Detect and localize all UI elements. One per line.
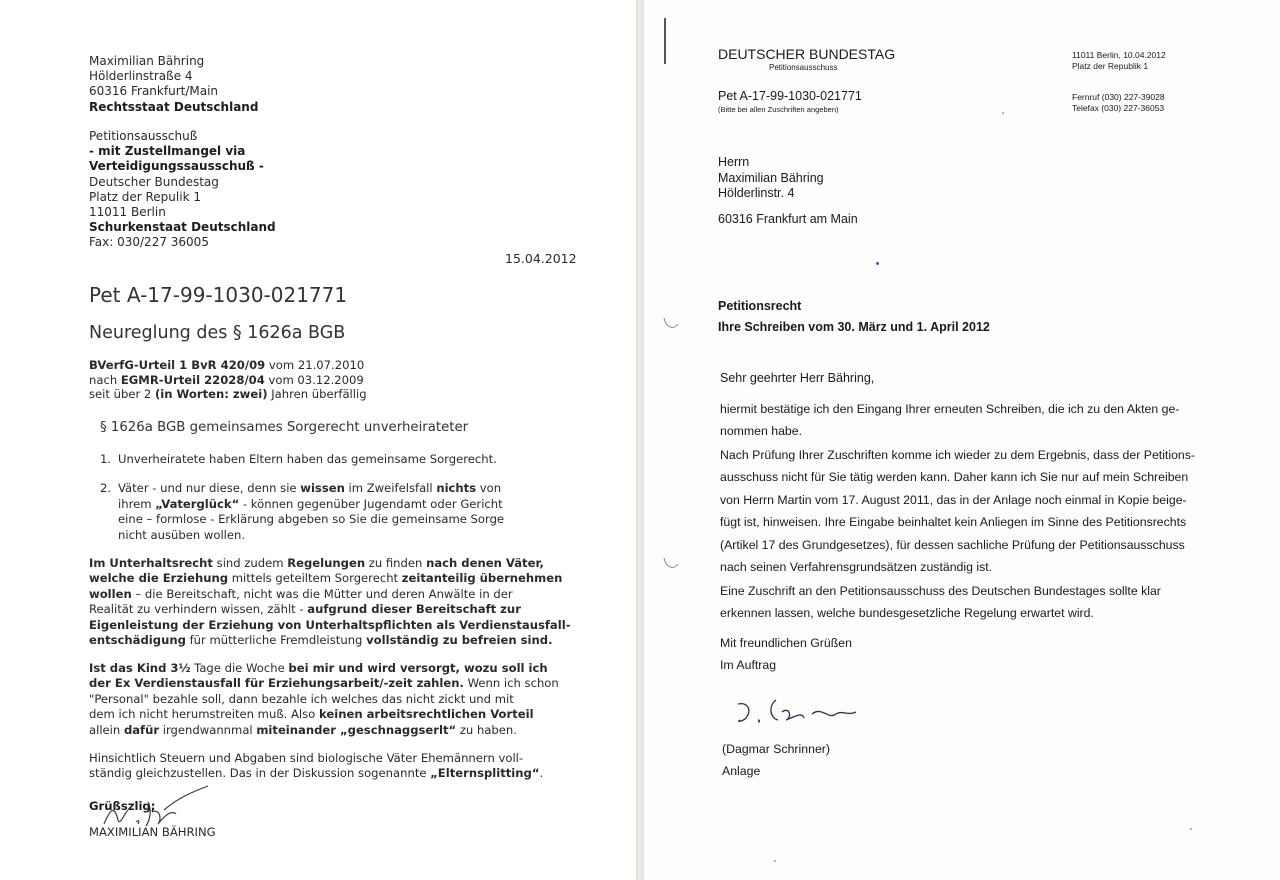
para-text: – die Bereitschaft, nicht was die Mütter und deren Anwälte in der <box>131 586 513 601</box>
recipient-line: - mit Zustellmangel via <box>89 144 246 159</box>
paragraph-steuern <box>89 751 543 782</box>
scan-artifact <box>1190 828 1192 830</box>
subject-heading: Neureglung des § 1626a BGB <box>89 323 346 343</box>
scan-page-gap <box>636 0 644 880</box>
body-line: fügt ist, hinweisen. Ihre Eingabe beinhaltet kein Anliegen im Sinne des Petitionsrechts <box>720 515 1187 530</box>
para-text: welche die Erziehung <box>89 571 229 586</box>
body-line: von Herrn Martin vom 17. August 2011, das in der Anlage noch einmal in Kopie beige- <box>720 492 1187 507</box>
section-title: § 1626a BGB gemeinsames Sorgerecht unverheirateter <box>100 420 469 435</box>
item-number: 2. <box>100 481 112 495</box>
body-line: erkennen lassen, welche bundesgesetzliche Regelung erwartet wird. <box>720 606 1094 620</box>
sender-city: 60316 Frankfurt/Main <box>89 84 219 99</box>
reference-note: (Bitte bei allen Zuschriften angeben) <box>718 105 839 114</box>
reference-number: Pet A-17-99-1030-021771 <box>718 89 862 103</box>
ruling-text: (in Worten: zwei) <box>154 387 268 402</box>
signer-block <box>722 738 830 782</box>
para-text: ständig gleichzustellen. Das in der Diskussion sogenannte <box>89 766 431 781</box>
body-line: nommen habe. <box>720 424 803 438</box>
para-text: Regelungen <box>287 556 366 570</box>
para-text: mittels geteiltem Sorgerecht <box>228 571 402 586</box>
ruling-ref: BVerfG-Urteil 1 BvR 420/09 <box>89 358 266 372</box>
para-text: Wenn ich schon <box>463 676 559 691</box>
ruling-date: vom 21.07.2010 <box>265 358 365 372</box>
item-1-text: Unverheiratete haben Eltern haben das gemeinsame Sorgerecht. <box>118 452 497 466</box>
ruling-text: nach <box>89 372 121 387</box>
body-line: hiermit bestätige ich den Eingang Ihrer erneuten Schreiben, die ich zu den Akten ge- <box>720 402 1180 416</box>
scan-artifact <box>876 262 879 265</box>
para-text: dem ich nicht herumstreiten muß. Also <box>89 707 319 722</box>
para-text: Tage die Woche <box>190 661 289 675</box>
body-line: nach seinen Verfahrensgrundsätzen zuständig ist. <box>720 560 993 575</box>
item-text: von <box>476 481 502 495</box>
item-text: „Vaterglück“ <box>155 496 240 511</box>
para-text: zu haben. <box>456 722 517 737</box>
para-text: Im Unterhaltsrecht <box>89 556 213 570</box>
para-text: irgendwannmal <box>159 722 257 737</box>
sender-state: Rechtsstaat Deutschland <box>89 99 259 114</box>
para-text: . <box>539 766 544 781</box>
sender-street: Hölderlinstraße 4 <box>89 69 193 84</box>
para-text: vollständig zu befreien sind. <box>366 633 553 648</box>
ruling-block <box>89 358 367 402</box>
org-department: Petitionsausschuss <box>769 63 838 72</box>
body-line: Nach Prüfung Ihrer Zuschriften komme ich wieder zu dem Ergebnis, dass der Petitions- <box>720 448 1196 462</box>
item-text: Väter - und nur diese, denn sie <box>118 481 301 495</box>
org-city-date: 11011 Berlin, 10.04.2012 <box>1072 50 1166 60</box>
para-text: Realität zu verhindern wissen, zählt - <box>89 602 308 617</box>
para-text: Eigenleistung der Erziehung von Unterhaltspflichten als Verdienstausfall- <box>89 617 571 632</box>
para-text: allein <box>89 722 124 737</box>
closing-block <box>720 632 852 676</box>
recipient-line: Verteidigungssausschuß - <box>89 159 264 174</box>
signer-name: (Dagmar Schrinner) <box>722 742 830 756</box>
item-text: wissen <box>300 481 345 495</box>
signature-name: MAXIMILIAN BÄHRING <box>89 825 216 839</box>
para-text: dafür <box>123 722 160 737</box>
handwritten-signature <box>732 692 872 732</box>
phone-number: Fernruf (030) 227-39028 <box>1072 92 1165 102</box>
petition-letter-page <box>0 0 636 880</box>
recipient-address <box>718 155 824 202</box>
para-text: für mütterliche Fremdleistung <box>185 633 367 648</box>
para-text: wollen <box>89 586 132 601</box>
para-text: miteinander „geschnaggserlt“ <box>256 722 457 737</box>
contact-numbers <box>1072 92 1165 114</box>
recipient-line: Hölderlinstr. 4 <box>718 186 795 200</box>
paragraph-unterhaltsrecht <box>89 556 571 648</box>
org-address <box>1072 50 1166 72</box>
recipient-line: Schurkenstaat Deutschland <box>89 220 276 235</box>
sender-address <box>89 54 258 115</box>
sender-name: Maximilian Bähring <box>89 54 205 68</box>
body-line: Eine Zuschrift an den Petitionsausschuss des Deutschen Bundestages sollte klar <box>720 584 1161 598</box>
item-2-text <box>118 481 504 543</box>
closing-on-behalf: Im Auftrag <box>720 658 777 672</box>
reference-heading: Pet A-17-99-1030-021771 <box>89 283 348 307</box>
enclosure-note: Anlage <box>722 764 761 778</box>
closing-greeting: Grüßszlig; <box>89 799 156 813</box>
recipient-city: 60316 Frankfurt am Main <box>718 212 858 226</box>
body-paragraph-3 <box>720 580 1161 624</box>
scan-artifact <box>774 860 776 862</box>
para-text: keinen arbeitsrechtlichen Vorteil <box>318 707 534 722</box>
item-text: nichts <box>436 481 477 495</box>
scan-artifact <box>1002 112 1004 114</box>
recipient-line: Petitionsausschuß <box>89 129 198 143</box>
body-paragraph-1 <box>720 398 1179 442</box>
org-name: DEUTSCHER BUNDESTAG <box>718 46 896 62</box>
para-text: aufgrund dieser Bereitschaft zur <box>307 602 521 617</box>
para-text: entschädigung <box>89 633 186 648</box>
item-text: - können gegenüber Jugendamt oder Gericht <box>239 496 503 511</box>
body-line: ausschuss nicht für Sie tätig werden kann. Daher kann ich Sie nur auf mein Schreiben <box>720 470 1189 485</box>
subject-line: Petitionsrecht <box>718 299 802 313</box>
item-text: im Zweifelsfall <box>344 481 437 495</box>
body-paragraph-2 <box>720 444 1195 578</box>
para-text: nach denen Väter, <box>426 556 544 570</box>
para-text: zeitanteilig übernehmen <box>401 571 563 586</box>
item-text: eine – formlose - Erklärung abgeben so Sie die gemeinsame Sorge <box>118 512 505 527</box>
punch-hole-mark <box>662 316 680 332</box>
para-text: der Ex Verdienstausfall für Erziehungsarbeit/-zeit zahlen. <box>89 676 464 691</box>
item-text: ihrem <box>118 496 156 511</box>
ruling-text: seit über 2 <box>89 387 155 402</box>
letter-date: 15.04.2012 <box>505 251 577 266</box>
handwritten-signature <box>100 780 220 830</box>
recipient-line: Deutscher Bundestag <box>89 174 219 189</box>
para-text: zu finden <box>365 556 427 570</box>
item-number: 1. <box>100 452 112 466</box>
punch-hole-mark <box>662 556 680 572</box>
recipient-fax: Fax: 030/227 36005 <box>89 235 209 250</box>
recipient-line: Platz der Repulik 1 <box>89 189 201 204</box>
body-line: (Artikel 17 des Grundgesetzes), für dessen sachliche Prüfung der Petitionsausschuss <box>720 537 1185 552</box>
para-text: Hinsichtlich Steuern und Abgaben sind biologische Väter Ehemännern voll- <box>89 751 524 765</box>
para-text: "Personal" bezahle soll, dann bezahle ich welches das nicht zickt und mit <box>89 691 514 706</box>
para-text: bei mir und wird versorgt, wozu soll ich <box>288 661 548 675</box>
ruling-text: Jahren überfällig <box>267 387 367 402</box>
ruling-ref: EGMR-Urteil 22028/04 <box>120 372 265 387</box>
paragraph-kind <box>89 661 559 738</box>
closing-greeting: Mit freundlichen Grüßen <box>720 636 852 650</box>
item-text: nicht ausüben wollen. <box>118 527 246 542</box>
recipient-line: Herrn <box>718 155 750 169</box>
recipient-line: Maximilian Bähring <box>718 170 824 185</box>
recipient-line: 11011 Berlin <box>89 205 166 220</box>
org-street: Platz der Republik 1 <box>1072 61 1149 71</box>
para-text: „Elternsplitting“ <box>430 766 540 781</box>
margin-mark <box>664 18 666 64</box>
bundestag-reply-page <box>644 0 1280 880</box>
para-text: sind zudem <box>212 556 288 570</box>
ruling-date: vom 03.12.2009 <box>264 372 364 387</box>
subject-detail: Ihre Schreiben vom 30. März und 1. April 2012 <box>718 320 990 334</box>
fax-number: Telefax (030) 227-36053 <box>1072 103 1165 113</box>
para-text: Ist das Kind 3½ <box>89 661 191 675</box>
salutation: Sehr geehrter Herr Bähring, <box>720 371 875 385</box>
recipient-address <box>89 129 276 251</box>
